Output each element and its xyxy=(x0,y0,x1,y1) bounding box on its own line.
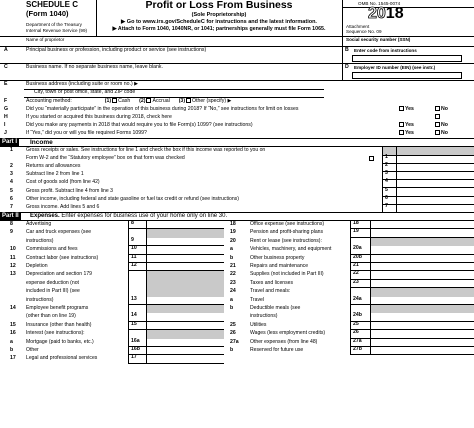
expense-amount-field[interactable] xyxy=(146,221,224,229)
line-i-no[interactable]: No xyxy=(434,122,448,129)
expense-line-number: 20 xyxy=(230,237,236,244)
other-checkbox[interactable] xyxy=(186,98,191,103)
expense-amount-field[interactable] xyxy=(370,339,474,347)
expense-line-text: Rent or lease (see instructions): xyxy=(250,237,322,244)
irs-label: Internal Revenue Service (99) xyxy=(26,28,88,33)
i-yes-checkbox[interactable] xyxy=(399,122,404,127)
part-1-title: Income xyxy=(30,139,53,146)
expense-amount-field[interactable] xyxy=(146,347,224,355)
income-amount-field[interactable] xyxy=(396,204,474,212)
income-amount-field[interactable] xyxy=(396,179,474,187)
expense-box-label: 24b xyxy=(350,313,370,321)
j-yes-checkbox[interactable] xyxy=(399,130,404,135)
expense-line-text: Commissions and fees xyxy=(26,246,78,253)
line-e-address-text: Business address (including suite or room no.) ▶ xyxy=(26,81,139,87)
expense-line-number: b xyxy=(230,347,234,353)
year-prefix: 20 xyxy=(368,5,386,22)
attachment-label: Attachment xyxy=(346,24,370,29)
expense-line xyxy=(0,347,224,355)
line-j-yes[interactable]: Yes xyxy=(398,130,414,137)
expense-amount-field xyxy=(146,330,224,338)
expense-amount-field[interactable] xyxy=(370,313,474,321)
accrual-label: Accrual xyxy=(152,97,170,104)
line-g-no[interactable]: No xyxy=(434,106,448,113)
line-c-letter: C xyxy=(4,64,8,70)
line-h-letter: H xyxy=(4,114,8,120)
expense-amount-field[interactable] xyxy=(370,255,474,263)
expense-amount-field xyxy=(146,271,224,279)
line-j-text: If “Yes,” did you or will you file required Forms 1099? xyxy=(26,130,147,136)
income-line-text: Returns and allowances xyxy=(26,163,81,170)
expense-line-number: 25 xyxy=(230,321,236,328)
expense-line xyxy=(0,229,224,237)
expense-line-text: (other than on line 19) xyxy=(26,313,76,320)
expense-line xyxy=(0,288,224,296)
city-state-zip-field[interactable] xyxy=(24,89,324,97)
income-line-number: 1 xyxy=(10,147,13,153)
expense-line-number: 9 xyxy=(10,229,13,236)
income-line-text: Subtract line 2 from line 1 xyxy=(26,171,84,178)
expense-amount-field[interactable] xyxy=(370,271,474,279)
business-code-field[interactable] xyxy=(352,55,462,62)
line-g-yes[interactable]: Yes xyxy=(398,106,414,113)
income-amount-field[interactable] xyxy=(396,155,474,163)
income-line-number: 3 xyxy=(10,171,13,178)
expense-line xyxy=(224,263,474,271)
expense-amount-field xyxy=(146,280,224,288)
line-d-letter: D xyxy=(345,64,349,70)
expense-line-text: Deductible meals (see xyxy=(250,305,301,311)
expense-line-number: 12 xyxy=(10,263,16,269)
income-line-box-label: 2 xyxy=(382,163,396,171)
income-line-number: 7 xyxy=(10,203,13,210)
expense-line xyxy=(224,305,474,313)
line-a-text: Principal business or profession, including product or service (see instructions) xyxy=(26,47,207,53)
expense-line-number: 23 xyxy=(230,279,236,286)
expense-line xyxy=(0,221,224,229)
h-checkbox[interactable] xyxy=(435,114,440,119)
expense-line-text: Pension and profit-sharing plans xyxy=(250,229,324,236)
expense-line-number: 18 xyxy=(230,221,236,227)
business-name-field[interactable] xyxy=(24,63,342,80)
expense-line xyxy=(224,313,474,321)
expense-line-number: b xyxy=(230,254,234,261)
expense-line-number: 16 xyxy=(10,330,16,337)
expense-line xyxy=(0,280,224,288)
instructions-link[interactable]: ▶ Go to www.irs.gov/ScheduleC for instructions and the latest information. xyxy=(121,19,317,25)
principal-business-field[interactable] xyxy=(24,46,342,63)
expense-amount-field[interactable] xyxy=(370,347,474,355)
expense-line-text: instructions) xyxy=(26,296,54,303)
expense-amount-field[interactable] xyxy=(370,330,474,338)
line-f-letter: F xyxy=(4,98,8,104)
expense-line xyxy=(224,255,474,263)
expense-box-label: 21 xyxy=(350,263,370,271)
statutory-employee-checkbox[interactable] xyxy=(369,156,374,161)
expense-line xyxy=(224,339,474,347)
expense-box-label: 13 xyxy=(128,297,146,305)
expense-line xyxy=(224,288,474,296)
ein-field[interactable] xyxy=(352,72,462,79)
j-no-checkbox[interactable] xyxy=(435,130,440,135)
line-e-city-text: City, town or post office, state, and ZIP code xyxy=(34,89,136,95)
expense-line-number: 26 xyxy=(230,330,236,337)
part-1-label: Part I xyxy=(2,139,18,145)
proprietor-label: Name of proprietor xyxy=(26,37,65,42)
expense-amount-field xyxy=(370,288,474,296)
part-2-label: Part II xyxy=(2,213,19,219)
line-g-letter: G xyxy=(4,106,9,112)
expense-line xyxy=(224,221,474,229)
expense-line xyxy=(0,322,224,330)
income-line-box-label: 7 xyxy=(382,204,396,212)
expense-line-text: Other expenses (from line 48) xyxy=(250,338,318,345)
line-d-text: Employer ID number (EIN) (see instr.) xyxy=(354,65,436,70)
expense-line-text: Supplies (not included in Part III) xyxy=(250,271,324,278)
expense-box-label: 14 xyxy=(128,313,146,321)
expense-amount-field xyxy=(146,305,224,313)
expense-line xyxy=(0,355,224,363)
expense-amount-field[interactable] xyxy=(370,221,474,229)
income-amount-field[interactable] xyxy=(396,163,474,171)
expense-amount-field[interactable] xyxy=(146,339,224,347)
income-line-number: 2 xyxy=(10,163,13,170)
line-c-text: Business name. If no separate business name, leave blank. xyxy=(26,64,163,70)
expense-line xyxy=(224,280,474,288)
expense-line-number: b xyxy=(10,347,14,353)
expense-line-text: Advertising xyxy=(26,221,52,227)
expense-line xyxy=(0,271,224,279)
accrual-option-num: (2) xyxy=(139,97,146,104)
expense-line-text: Utilities xyxy=(250,321,267,328)
expense-amount-field[interactable] xyxy=(370,322,474,330)
line-h-text: If you started or acquired this business during 2018, check here xyxy=(26,114,172,120)
expense-line xyxy=(0,339,224,347)
expense-line-text: Travel xyxy=(250,296,264,303)
expense-line-text: Contract labor (see instructions) xyxy=(26,254,99,261)
expense-line-text: Legal and professional services xyxy=(26,355,98,362)
omb-number: OMB No. 1545-0074 xyxy=(358,1,401,6)
expense-amount-field[interactable] xyxy=(370,263,474,271)
expense-box-label: 27b xyxy=(350,347,370,355)
ssn-label: Social security number (SSN) xyxy=(346,37,411,42)
expense-line xyxy=(224,347,474,355)
expense-line-text: Interest (see instructions): xyxy=(26,330,85,337)
expense-box-label: 20b xyxy=(350,255,370,263)
expense-line xyxy=(0,313,224,321)
expense-line xyxy=(0,263,224,271)
expense-amount-field xyxy=(370,305,474,313)
income-amount-field[interactable] xyxy=(396,147,474,155)
expense-line-text: Depletion xyxy=(26,263,48,269)
expense-amount-field[interactable] xyxy=(146,313,224,321)
expense-line-text: Other business property xyxy=(250,254,305,261)
expense-line-text: Vehicles, machinery, and equipment xyxy=(250,246,332,253)
income-line-box-label: 5 xyxy=(382,188,396,196)
income-amount-field[interactable] xyxy=(396,171,474,179)
expense-amount-field[interactable] xyxy=(146,322,224,330)
form-label: (Form 1040) xyxy=(26,9,69,18)
expense-line xyxy=(0,297,224,305)
proprietor-name-field[interactable] xyxy=(0,36,342,46)
expense-box-label: 24a xyxy=(350,297,370,305)
expense-line xyxy=(0,238,224,246)
income-line xyxy=(0,147,474,155)
other-label: Other (specify) ▶ xyxy=(192,97,232,104)
expense-amount-field[interactable] xyxy=(370,297,474,305)
income-line xyxy=(0,196,474,204)
expense-line-number: 8 xyxy=(10,221,13,227)
cash-checkbox[interactable] xyxy=(112,98,117,103)
expense-box-label: 20a xyxy=(350,246,370,254)
expense-box-label: 10 xyxy=(128,246,146,254)
expense-box-label: 26 xyxy=(350,330,370,338)
income-line-box-label: 6 xyxy=(382,196,396,204)
form-title: Profit or Loss From Business xyxy=(145,0,293,11)
expense-box-label: 12 xyxy=(128,263,146,271)
expense-line-number: 14 xyxy=(10,305,16,311)
expense-line-number: 22 xyxy=(230,271,236,278)
line-b-text: Enter code from instructions xyxy=(354,48,417,53)
expense-box-label: 19 xyxy=(350,229,370,237)
line-i-text: Did you make any payments in 2018 that would require you to file Form(s) 1099? (see instructions) xyxy=(26,122,253,128)
expense-line-text: Travel and meals: xyxy=(250,288,291,295)
income-amount-field[interactable] xyxy=(396,188,474,196)
line-j-no[interactable]: No xyxy=(434,130,448,137)
expense-line xyxy=(0,255,224,263)
expense-box-label: 15 xyxy=(128,322,146,330)
expense-amount-field xyxy=(146,288,224,296)
expense-box-label: 27a xyxy=(350,339,370,347)
expense-box-label: 17 xyxy=(128,355,146,363)
expense-box-label: 11 xyxy=(128,255,146,263)
expense-line-number: a xyxy=(10,338,13,345)
expense-line xyxy=(0,305,224,313)
ssn-field[interactable] xyxy=(342,36,474,46)
expense-amount-field[interactable] xyxy=(146,355,224,363)
line-i-yes[interactable]: Yes xyxy=(398,122,414,129)
income-line-text: Gross profit. Subtract line 4 from line 3 xyxy=(26,187,113,194)
business-address-field[interactable] xyxy=(24,81,324,89)
expense-line xyxy=(224,322,474,330)
dept-label: Department of the Treasury xyxy=(26,22,82,27)
income-line-text: Form W-2 and the “Statutory employee” box on that form was checked xyxy=(26,155,185,162)
income-line-box-label: 3 xyxy=(382,171,396,179)
expense-line-text: Other xyxy=(26,347,39,353)
i-no-checkbox[interactable] xyxy=(435,122,440,127)
expense-line-number: 15 xyxy=(10,321,16,328)
expense-box-label: 8 xyxy=(128,221,146,229)
expense-amount-field[interactable] xyxy=(146,263,224,271)
income-line xyxy=(0,188,474,196)
expense-line-text: expense deduction (not xyxy=(26,279,79,286)
income-line-text: Cost of goods sold (from line 42) xyxy=(26,179,100,186)
expense-line-text: Depreciation and section 179 xyxy=(26,271,92,278)
expense-amount-field[interactable] xyxy=(370,246,474,254)
expense-line-text: instructions) xyxy=(250,313,278,320)
form-subtitle: (Sole Proprietorship) xyxy=(191,12,247,18)
expense-amount-field xyxy=(370,238,474,246)
cash-option-num: (1) xyxy=(104,97,112,104)
income-line xyxy=(0,171,474,179)
g-no-checkbox[interactable] xyxy=(435,106,440,111)
line-f-text: Accounting method: xyxy=(26,97,72,104)
expense-box-label: 23 xyxy=(350,280,370,288)
expense-line-text: Car and truck expenses (see xyxy=(26,229,92,236)
accounting-method xyxy=(26,98,232,105)
expense-line xyxy=(224,297,474,305)
expense-line-number: 24 xyxy=(230,288,236,295)
expense-line-number: 10 xyxy=(10,246,16,253)
income-line-number: 4 xyxy=(10,179,13,186)
expense-line-text: Insurance (other than health) xyxy=(26,321,92,328)
part-2-title: Expenses. Enter expenses for business use of your home only on line 30. xyxy=(30,213,228,219)
expense-line-text: included in Part III) (see xyxy=(26,288,80,295)
income-line-text: Gross income. Add lines 5 and 6 xyxy=(26,203,100,210)
expense-line-number: 17 xyxy=(10,355,16,362)
cash-label: Cash xyxy=(118,97,131,104)
expense-line-text: Reserved for future use xyxy=(250,347,304,353)
expense-line xyxy=(224,229,474,237)
expense-amount-field[interactable] xyxy=(146,297,224,305)
expense-line xyxy=(0,246,224,254)
line-e-letter: E xyxy=(4,81,8,87)
schedule-label: SCHEDULE C xyxy=(26,0,79,9)
expense-line-number: 13 xyxy=(10,271,16,278)
expense-line-text: Wages (less employment credits) xyxy=(250,330,326,337)
income-line xyxy=(0,163,474,171)
line-g-text: Did you “materially participate” in the operation of this business during 2018? If “No,” see instructions for limit on losses xyxy=(26,106,299,112)
expense-amount-field[interactable] xyxy=(370,229,474,237)
expense-amount-field[interactable] xyxy=(146,246,224,254)
expense-line-number: 21 xyxy=(230,263,236,269)
other-option-num: (3) xyxy=(178,97,186,104)
accrual-checkbox[interactable] xyxy=(146,98,151,103)
income-line-box-label: 4 xyxy=(382,179,396,187)
expense-box-label xyxy=(128,280,146,288)
expense-box-label: 9 xyxy=(128,238,146,246)
expense-line-number: a xyxy=(230,246,233,253)
income-line xyxy=(0,179,474,187)
expense-amount-field[interactable] xyxy=(370,280,474,288)
income-line-box-label: 1 xyxy=(382,155,396,163)
sequence-number: Sequence No. 09 xyxy=(346,29,382,34)
income-line-text: Other income, including federal and state gasoline or fuel tax credit or refund (see instructions) xyxy=(26,195,239,202)
expense-line xyxy=(0,330,224,338)
income-line-number: 6 xyxy=(10,195,13,202)
expense-line-text: instructions) xyxy=(26,237,54,244)
income-line xyxy=(0,155,474,163)
attach-note: ▶ Attach to Form 1040, 1040NR, or 1041; partnerships generally must file Form 1065. xyxy=(112,26,326,32)
expense-box-label: 16b xyxy=(128,347,146,355)
income-line-number: 5 xyxy=(10,187,13,194)
income-amount-field[interactable] xyxy=(396,196,474,204)
line-i-letter: I xyxy=(4,122,6,128)
expense-line-number: 27a xyxy=(230,338,239,345)
expense-line-text: Taxes and licenses xyxy=(250,279,294,286)
year-suffix: 18 xyxy=(385,5,404,22)
expense-amount-field xyxy=(146,229,224,237)
expense-line-number: a xyxy=(230,296,233,303)
expense-line-number: b xyxy=(230,305,234,311)
expense-box-label xyxy=(128,271,146,279)
expense-line-text: Repairs and maintenance xyxy=(250,263,309,269)
income-line xyxy=(0,204,474,212)
expense-box-label: 18 xyxy=(350,221,370,229)
income-line-text: Gross receipts or sales. See instructions for line 1 and check the box if this income was reported to you on xyxy=(26,147,266,153)
line-a-letter: A xyxy=(4,47,8,53)
expense-line-text: Employee benefit programs xyxy=(26,305,89,311)
expense-line-number: 19 xyxy=(230,229,236,236)
expense-amount-field[interactable] xyxy=(146,255,224,263)
expense-amount-field[interactable] xyxy=(146,238,224,246)
line-b-letter: B xyxy=(345,47,349,53)
g-yes-checkbox[interactable] xyxy=(399,106,404,111)
tax-year xyxy=(368,6,404,22)
expense-line-number: 11 xyxy=(10,254,16,261)
expense-line-text: Mortgage (paid to banks, etc.) xyxy=(26,338,94,345)
expense-box-label: 25 xyxy=(350,322,370,330)
expense-box-label: 16a xyxy=(128,339,146,347)
expense-line-text: Office expense (see instructions) xyxy=(250,221,325,227)
line-h-checkbox[interactable] xyxy=(434,114,441,121)
expense-line xyxy=(224,330,474,338)
line-j-letter: J xyxy=(4,130,7,136)
expense-line xyxy=(224,238,474,246)
expense-line xyxy=(224,271,474,279)
expense-line xyxy=(224,246,474,254)
expense-box-label: 22 xyxy=(350,271,370,279)
